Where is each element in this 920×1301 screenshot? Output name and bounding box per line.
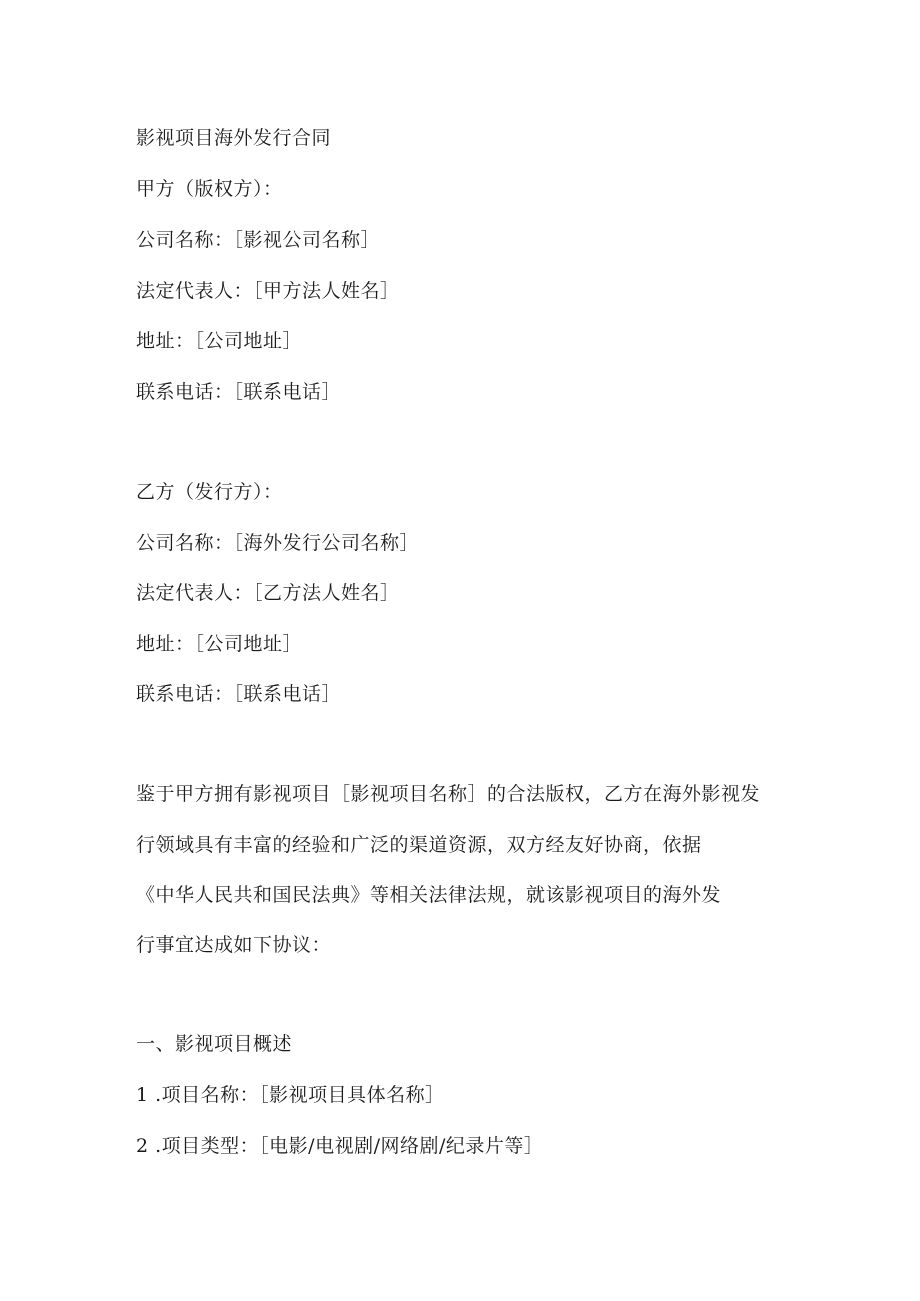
party-a-phone: 联系电话：［联系电话］ — [136, 381, 342, 403]
party-a-company: 公司名称：［影视公司名称］ — [136, 229, 381, 251]
party-b-address: 地址：［公司地址］ — [136, 633, 303, 655]
party-b-phone: 联系电话：［联系电话］ — [136, 683, 342, 705]
party-a-heading: 甲方（版权方）： — [136, 178, 283, 200]
section-1-item: 2 .项目类型：［电影/电视剧/网络剧/纪录片等］ — [136, 1135, 544, 1157]
party-b-heading: 乙方（发行方）： — [136, 481, 283, 503]
section-1-item: 1 .项目名称：［影视项目具体名称］ — [136, 1084, 445, 1106]
section-1-heading: 一、影视项目概述 — [136, 1033, 293, 1055]
document-title: 影视项目海外发行合同 — [136, 127, 332, 149]
party-a-representative: 法定代表人：［甲方法人姓名］ — [136, 280, 400, 302]
party-b-representative: 法定代表人：［乙方法人姓名］ — [136, 582, 400, 604]
preamble-line: 鉴于甲方拥有影视项目［影视项目名称］的合法版权，乙方在海外影视发 — [136, 783, 761, 805]
preamble-line: 行事宜达成如下协议： — [136, 934, 332, 956]
party-b-company: 公司名称：［海外发行公司名称］ — [136, 532, 420, 554]
preamble-line: 行领域具有丰富的经验和广泛的渠道资源，双方经友好协商，依据 — [136, 834, 702, 856]
party-a-address: 地址：［公司地址］ — [136, 330, 303, 352]
preamble-line: 《中华人民共和国民法典》等相关法律法规，就该影视项目的海外发 — [136, 884, 722, 906]
